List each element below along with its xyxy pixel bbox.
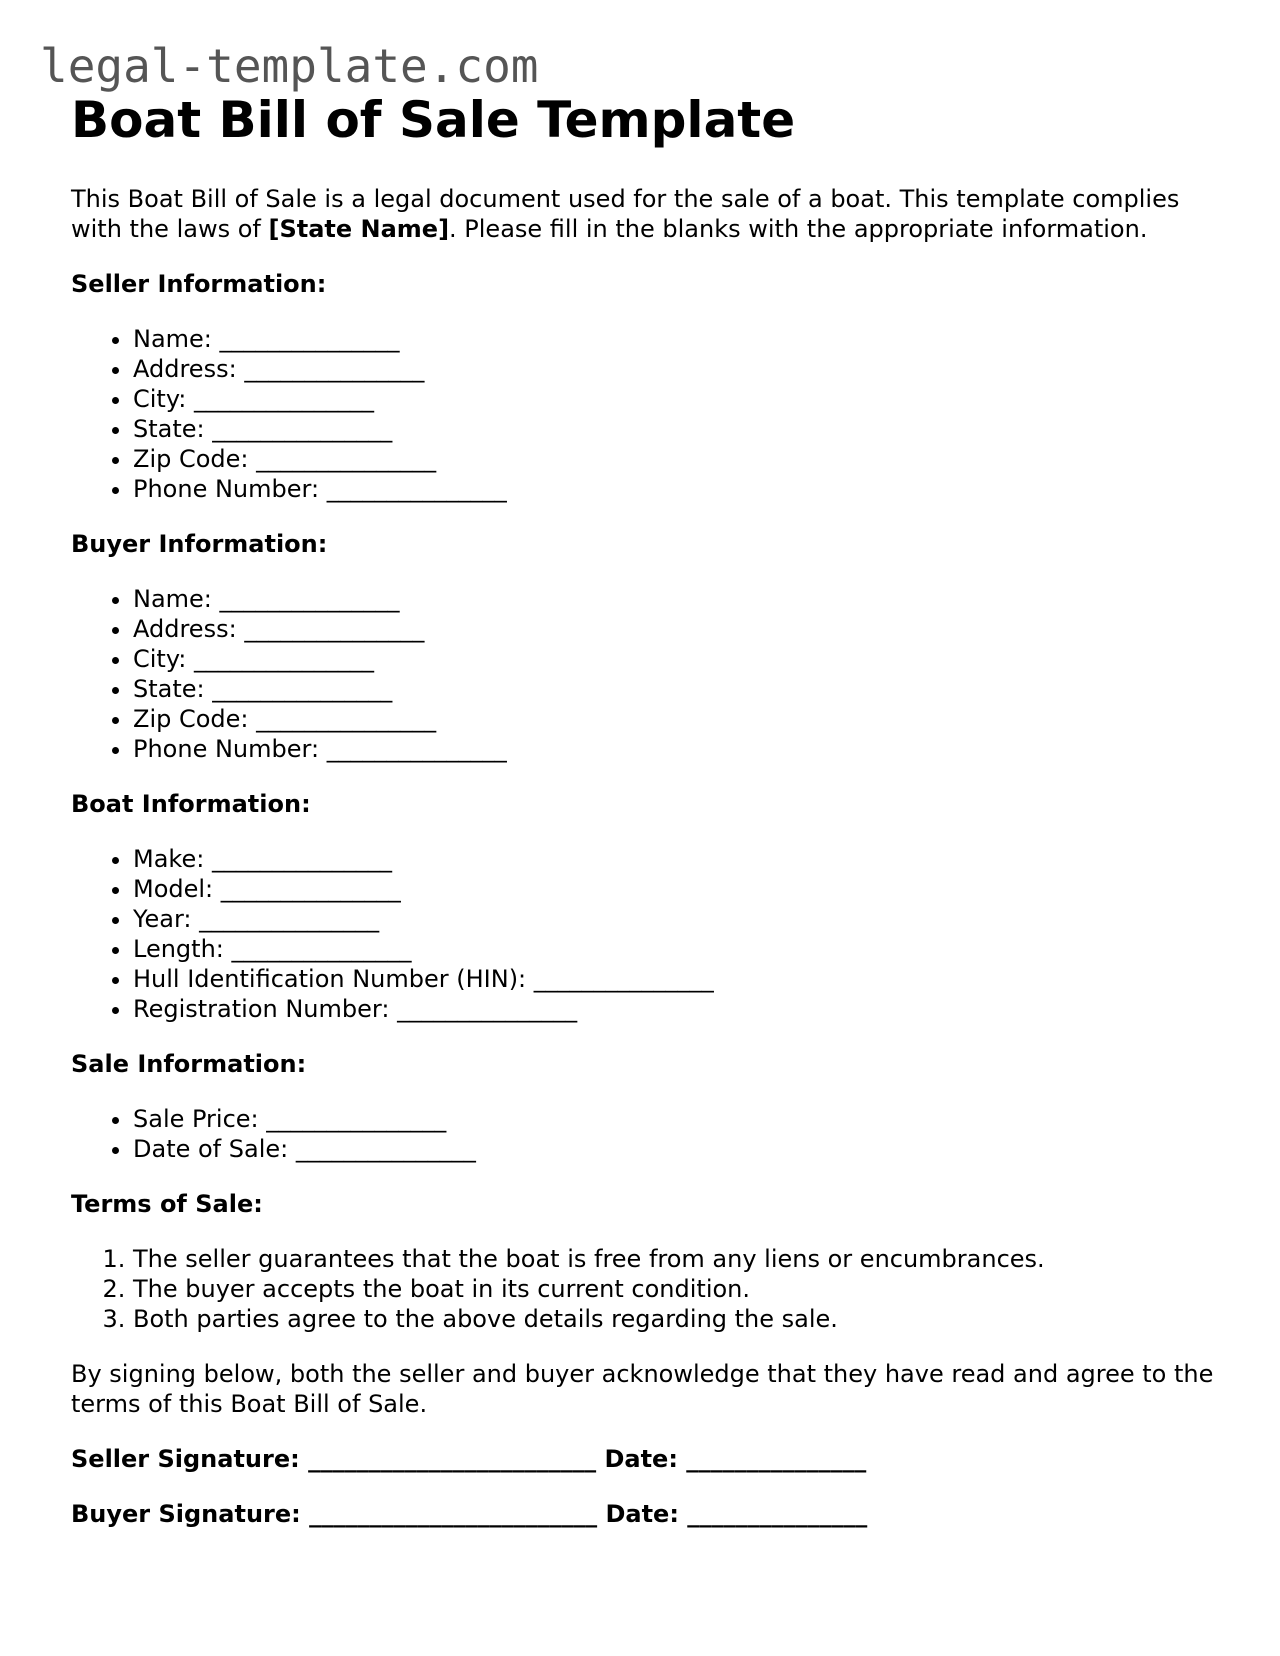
signature-blank: ________________________ (309, 1500, 598, 1528)
term-item: 1. The seller guarantees that the boat is free from any liens or encumbrances. (133, 1244, 1221, 1274)
document-title: Boat Bill of Sale Template (71, 91, 796, 149)
document-page (71, 86, 1221, 1529)
boat-info-heading: Boat Information: (71, 790, 311, 818)
seller-signature-label: Seller Signature: (71, 1445, 300, 1473)
seller-signature-line (71, 1444, 1221, 1474)
seller-phone-field: • Phone Number: _______________ (133, 474, 1221, 504)
buyer-signature-label: Buyer Signature: (71, 1500, 301, 1528)
buyer-phone-field: • Phone Number: _______________ (133, 734, 1221, 764)
buyer-info-heading: Buyer Information: (71, 530, 328, 558)
intro-text-before: This Boat Bill of Sale is a legal document used for the sale of a boat. This template complies with the laws of (71, 185, 1180, 243)
fill-blank: _______________ (231, 935, 412, 963)
term-item: 2. The buyer accepts the boat in its current condition. (133, 1274, 1221, 1304)
fill-blank: _______________ (219, 325, 400, 353)
fill-blank: _______________ (199, 905, 380, 933)
fill-blank: _______________ (326, 475, 507, 503)
seller-state-field: • State: _______________ (133, 414, 1221, 444)
buyer-field-list (71, 584, 1221, 764)
closing-paragraph: By signing below, both the seller and buyer acknowledge that they have read and agree to the terms of this Boat Bill of Sale. (71, 1360, 1214, 1418)
date-blank: _______________ (687, 1500, 868, 1528)
fill-blank: _______________ (326, 735, 507, 763)
boat-year-field: • Year: _______________ (133, 904, 1221, 934)
date-blank: _______________ (686, 1445, 867, 1473)
terms-list (71, 1244, 1221, 1334)
boat-length-field: • Length: _______________ (133, 934, 1221, 964)
fill-blank: _______________ (244, 355, 425, 383)
date-label: Date: (605, 1500, 679, 1528)
seller-name-field: • Name: _______________ (133, 324, 1221, 354)
boat-field-list (71, 844, 1221, 1024)
intro-text-after: . Please fill in the blanks with the appropriate information. (449, 215, 1148, 243)
intro-paragraph (71, 184, 1221, 244)
seller-field-list (71, 324, 1221, 504)
term-item: 3. Both parties agree to the above details regarding the sale. (133, 1304, 1221, 1334)
seller-city-field: • City: _______________ (133, 384, 1221, 414)
fill-blank: _______________ (295, 1135, 476, 1163)
fill-blank: _______________ (220, 875, 401, 903)
fill-blank: _______________ (211, 845, 392, 873)
sale-field-list (71, 1104, 1221, 1164)
fill-blank: _______________ (194, 385, 375, 413)
fill-blank: _______________ (219, 585, 400, 613)
state-name-placeholder: [State Name] (268, 215, 450, 243)
fill-blank: _______________ (256, 445, 437, 473)
fill-blank: _______________ (212, 675, 393, 703)
fill-blank: _______________ (533, 965, 714, 993)
site-watermark: legal-template.com (40, 39, 539, 93)
fill-blank: _______________ (256, 705, 437, 733)
boat-make-field: • Make: _______________ (133, 844, 1221, 874)
terms-heading: Terms of Sale: (71, 1190, 263, 1218)
seller-info-heading: Seller Information: (71, 270, 327, 298)
buyer-city-field: • City: _______________ (133, 644, 1221, 674)
boat-registration-field: • Registration Number: _______________ (133, 994, 1221, 1024)
fill-blank: _______________ (194, 645, 375, 673)
fill-blank: _______________ (212, 415, 393, 443)
boat-hin-field: • Hull Identification Number (HIN): _______________ (133, 964, 1221, 994)
sale-price-field: • Sale Price: _______________ (133, 1104, 1221, 1134)
buyer-signature-line (71, 1499, 1221, 1529)
boat-model-field: • Model: _______________ (133, 874, 1221, 904)
buyer-address-field: • Address: _______________ (133, 614, 1221, 644)
fill-blank: _______________ (266, 1105, 447, 1133)
buyer-zip-field: • Zip Code: _______________ (133, 704, 1221, 734)
buyer-state-field: • State: _______________ (133, 674, 1221, 704)
date-label: Date: (604, 1445, 678, 1473)
sale-info-heading: Sale Information: (71, 1050, 307, 1078)
fill-blank: _______________ (397, 995, 578, 1023)
sale-date-field: • Date of Sale: _______________ (133, 1134, 1221, 1164)
signature-blank: ________________________ (308, 1445, 597, 1473)
buyer-name-field: • Name: _______________ (133, 584, 1221, 614)
fill-blank: _______________ (244, 615, 425, 643)
seller-address-field: • Address: _______________ (133, 354, 1221, 384)
seller-zip-field: • Zip Code: _______________ (133, 444, 1221, 474)
